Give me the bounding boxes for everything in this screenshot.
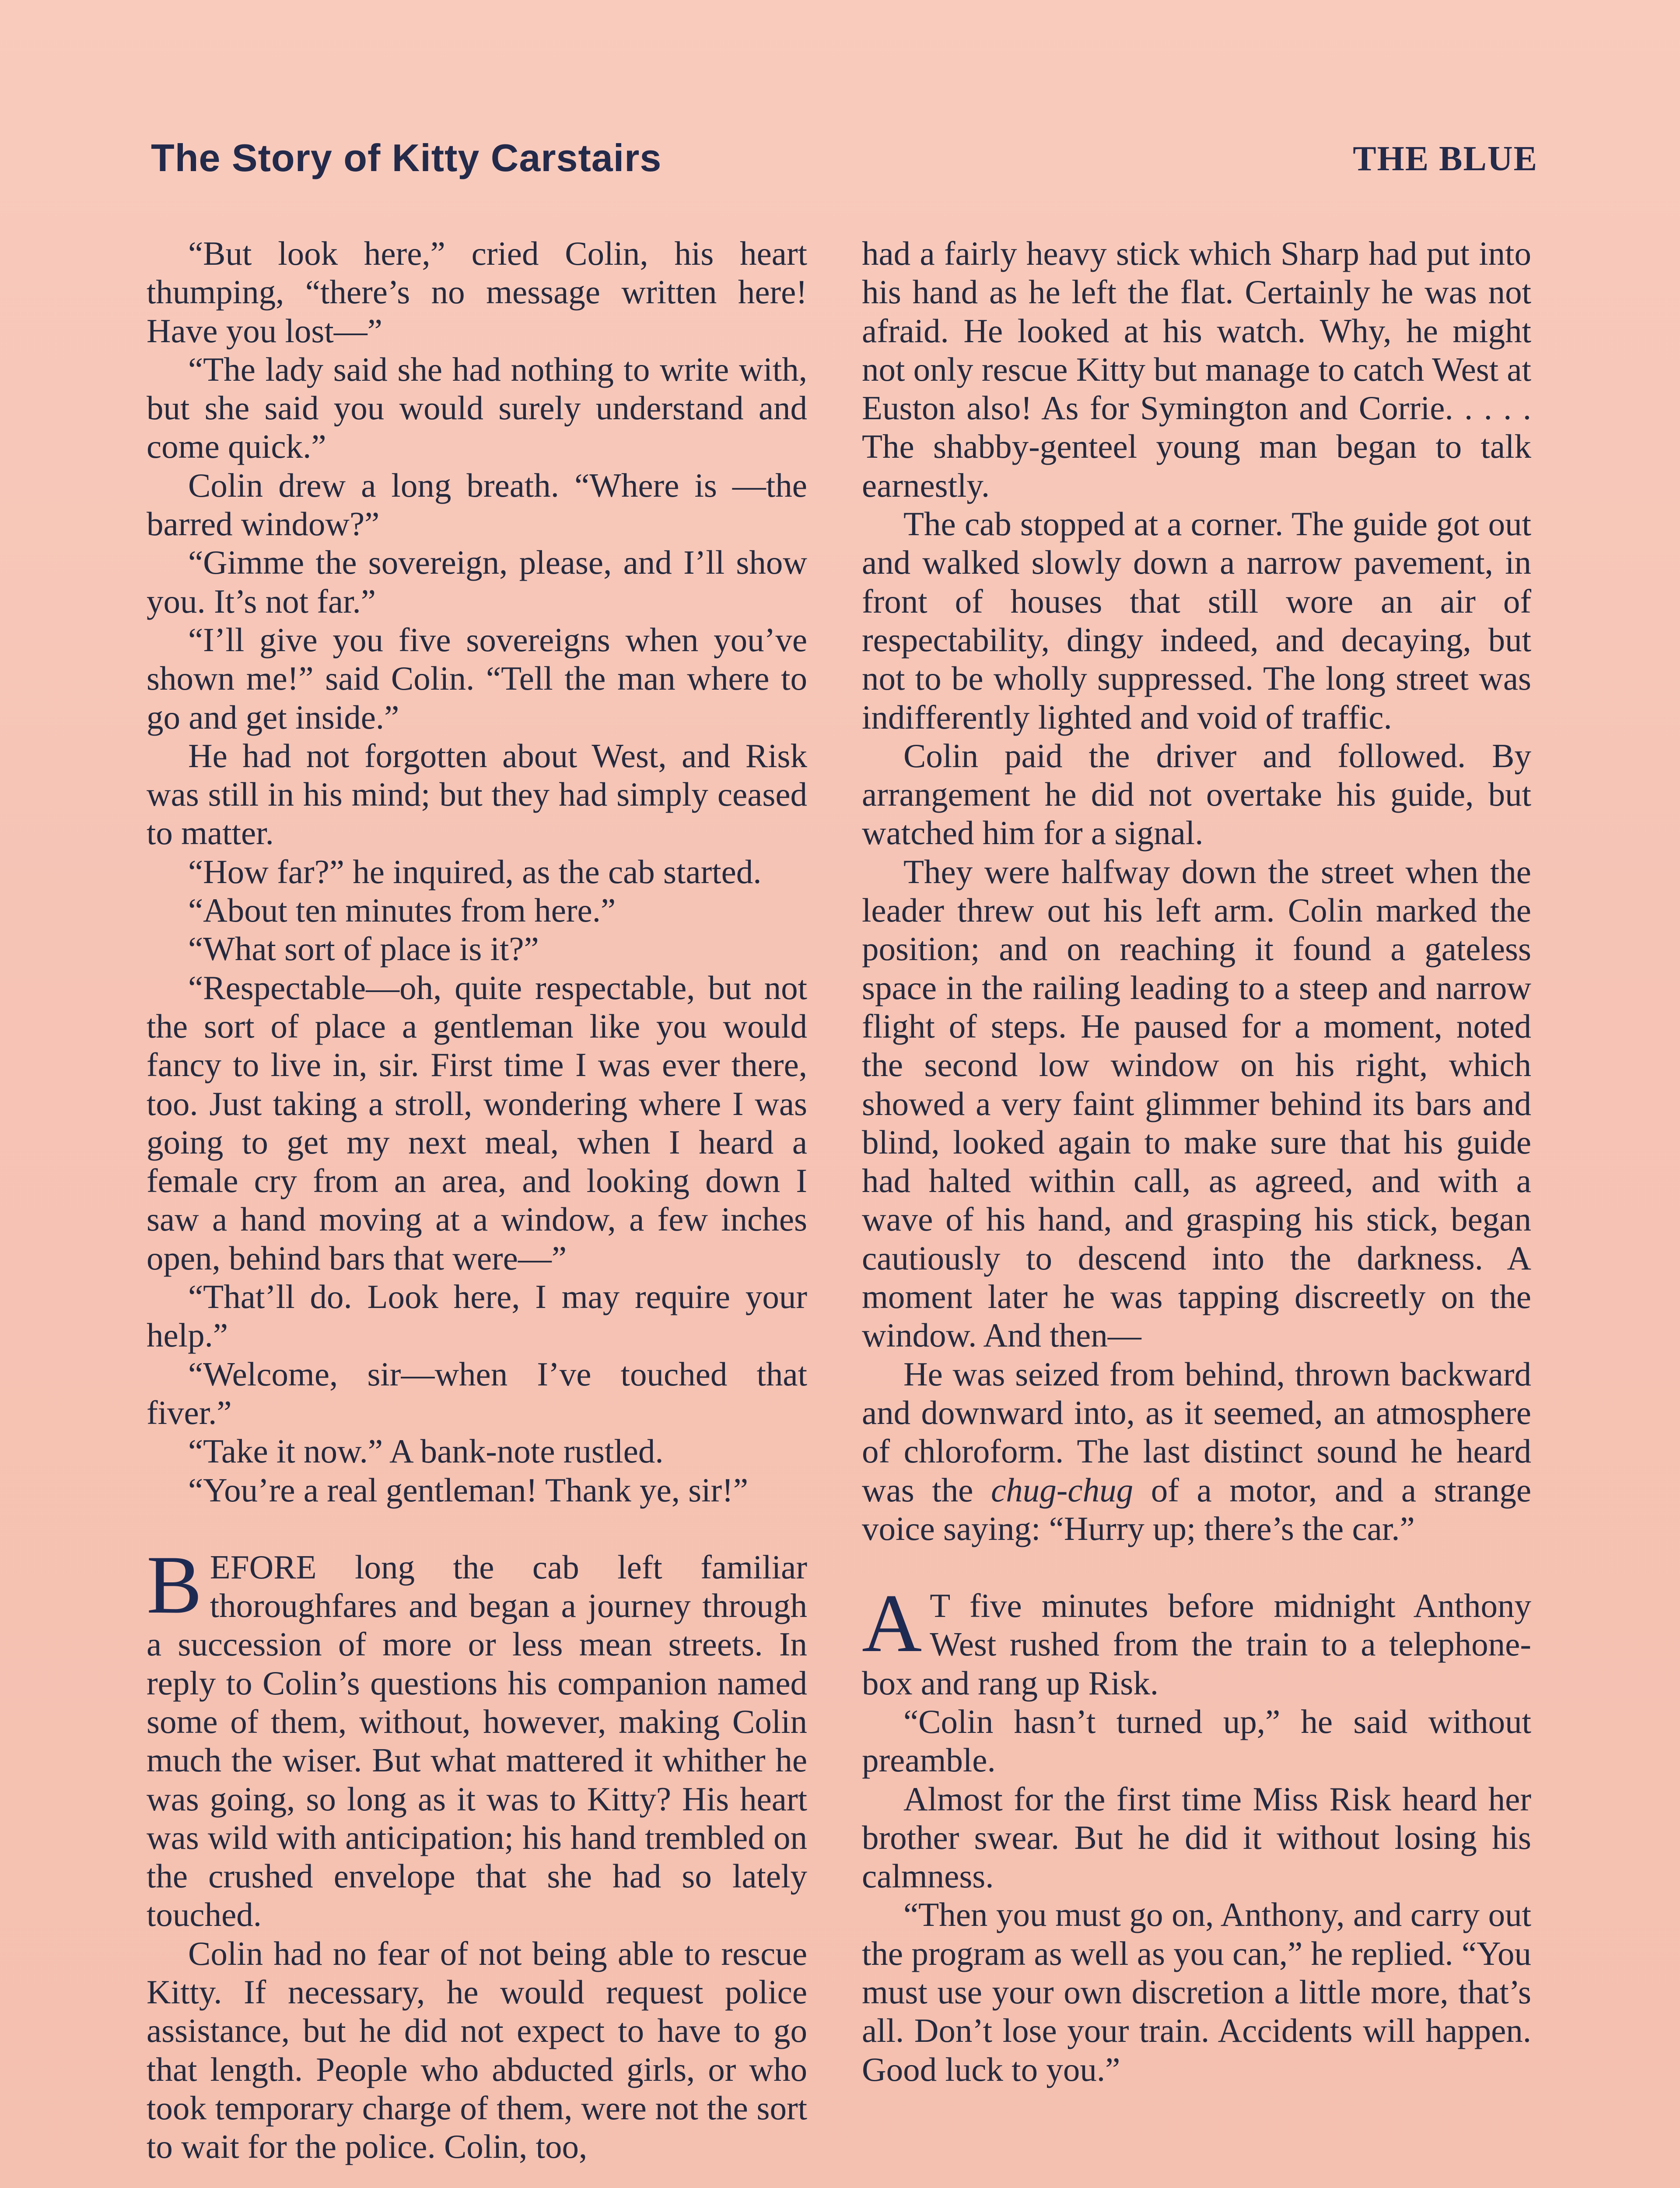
paragraph: “The lady said she had nothing to write with, but she said you would surely understand and come quick.” — [147, 350, 807, 466]
paragraph: Colin had no fear of not being able to rescue Kitty. If necessary, he would request police assistance, but he did not expect to have to go that length. People who abducted girls, or who took temporary charge of them, were not the sort to wait for the police. Colin, too, — [147, 1934, 807, 2166]
paragraph: They were halfway down the street when the leader threw out his left arm. Colin marked the position; and on reaching it found a gateless space in the railing leading to a steep and narrow flight of steps. He paused for a moment, noted the second low window on his right, which showed a very faint glimmer behind its bars and blind, looked again to make sure that his guide had halted within call, as agreed, and with a wave of his hand, and grasping his stick, began cautiously to descend into the darkness. A moment later he was tapping discreetly on the window. And then— — [862, 852, 1531, 1354]
magazine-name: THE BLUE — [1353, 140, 1538, 178]
paragraph — [862, 1355, 1531, 1548]
italic-text: chug-chug — [991, 1471, 1134, 1509]
drop-cap: A — [862, 1578, 922, 1670]
paragraph: The cab stopped at a corner. The guide got out and walked slowly down a narrow pavement, in front of houses that still wore an air of respectability, dingy indeed, and decaying, but not to be wholly suppressed. The long street was indifferently lighted and void of traffic. — [862, 505, 1531, 736]
paragraph: “You’re a real gentleman! Thank ye, sir!” — [188, 1471, 749, 1509]
section-opening-paragraph — [147, 1539, 807, 1934]
text-run: He was seized from behind, thrown backward and downward into, as it seemed, an atmosphere of chloroform. The last distinct sound he heard was the — [862, 1355, 1531, 1509]
paragraph: “About ten minutes from here.” — [188, 891, 616, 929]
drop-cap: B — [147, 1539, 202, 1631]
paragraph: “I’ll give you five sovereigns when you’ve shown me!” said Colin. “Tell the man where to go and get inside.” — [147, 621, 807, 736]
right-column — [862, 234, 1531, 2089]
paragraph: “Colin hasn’t turned up,” he said without preamble. — [862, 1702, 1531, 1779]
paragraph: “But look here,” cried Colin, his heart thumping, “there’s no message written here! Have you lost—” — [147, 235, 807, 350]
paragraph: He had not forgotten about West, and Risk was still in his mind; but they had simply ceased to matter. — [147, 736, 807, 852]
paragraph: “How far?” he inquired, as the cab started. — [188, 852, 762, 891]
left-column — [147, 234, 807, 2166]
paragraph: “Then you must go on, Anthony, and carry out the program as well as you can,” he replied. “You must use your own discretion a little more, that’s all. Don’t lose your train. Accidents will happen. Good luck to you.” — [862, 1896, 1531, 2088]
continued-paragraph: had a fairly heavy stick which Sharp had put into his hand as he left the flat. Certainly he was not afraid. He looked at his watch. Why, he might not only rescue Kitty but manage to catch West at Euston also! As for Symington and Corrie. . . . . The shabby-genteel young man began to talk earnestly. — [862, 235, 1531, 504]
paragraph: “What sort of place is it?” — [188, 930, 539, 968]
section-opening-paragraph — [862, 1578, 1531, 1702]
paragraph: Colin drew a long breath. “Where is —the barred window?” — [147, 466, 807, 543]
paragraph: “That’ll do. Look here, I may require your help.” — [147, 1278, 807, 1354]
section-lead-text: T five minutes before midnight Anthony West rushed from the train to a telephone-box and rang up Risk. — [862, 1587, 1531, 1702]
paragraph: “Take it now.” A bank-note rustled. — [188, 1432, 664, 1470]
running-title: The Story of Kitty Carstairs — [151, 136, 662, 179]
section-lead-text: EFORE long the cab left familiar thoroughfares and began a journey through a succession of more or less mean streets. In reply to Colin’s questions his companion named some of them, without, however, making Colin much the wiser. But what mattered it whither he was going, so long as it was to Kitty? His heart was wild with anticipation; his hand trembled on the crushed envelope that she had so lately touched. — [147, 1548, 807, 1934]
paragraph: Colin paid the driver and followed. By arrangement he did not overtake his guide, but watched him for a signal. — [862, 736, 1531, 852]
text-run: of a motor, and a strange voice saying: “Hurry up; there’s the car.” — [862, 1471, 1531, 1547]
paragraph: Almost for the first time Miss Risk heard her brother swear. But he did it without losing his calmness. — [862, 1780, 1531, 1895]
paragraph: “Respectable—oh, quite respectable, but not the sort of place a gentleman like you would fancy to live in, sir. First time I was ever there, too. Just taking a stroll, wondering where I was going to get my next meal, when I heard a female cry from an area, and looking down I saw a hand moving at a window, a few inches open, behind bars that were—” — [147, 968, 807, 1277]
paragraph: “Welcome, sir—when I’ve touched that fiver.” — [147, 1355, 807, 1431]
paragraph: “Gimme the sovereign, please, and I’ll show you. It’s not far.” — [147, 543, 807, 620]
